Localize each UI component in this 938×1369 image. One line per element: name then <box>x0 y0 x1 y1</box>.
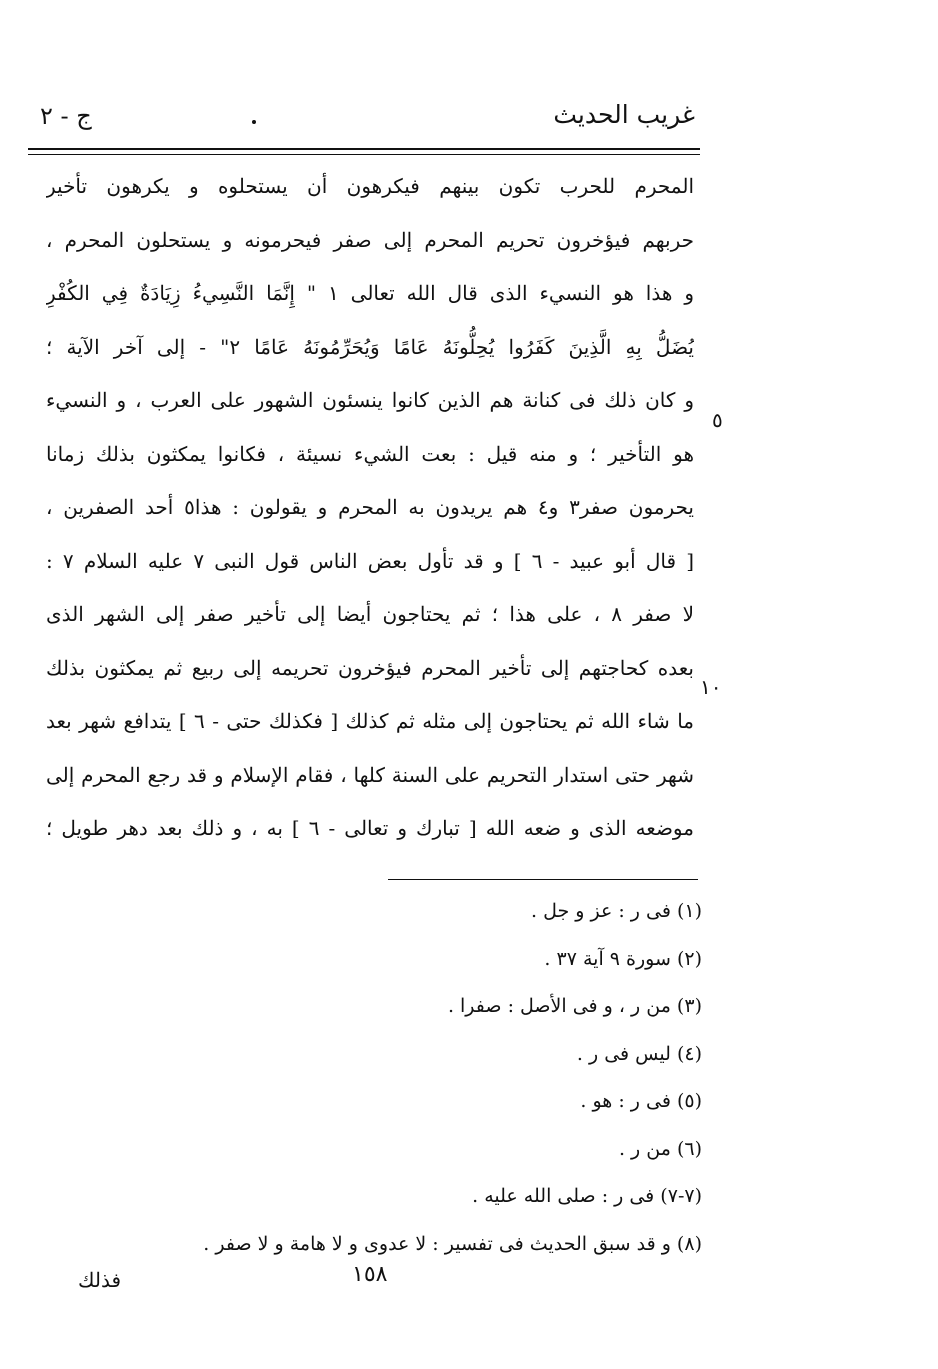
footnote-separator <box>388 879 698 880</box>
text-line: المحرم للحرب تكون بينهم فيكرهون أن يستحلوه و يكرهون تأخير <box>46 174 694 198</box>
footnotes <box>202 888 702 1268</box>
footnote: (٤) ليس فى ر . <box>576 1042 702 1065</box>
footnote: (٥) فى ر : هو . <box>580 1090 702 1112</box>
footnote: (٨) و قد سبق الحديث فى تفسير : لا عدوى و لا هامة و لا صفر . <box>203 1232 702 1255</box>
text-line: شهر حتى استدار التحريم على السنة كلها ، فقام الإسلام و قد رجع المحرم إلى <box>46 762 694 787</box>
footnote: (٢) سورة ٩ آية ٣٧ . <box>544 947 702 970</box>
running-header <box>30 100 695 140</box>
header-volume: ج - ٢ <box>40 102 92 130</box>
footnote: (٦) من ر . <box>618 1137 702 1160</box>
footnote: (٧-٧) فى ر : صلى الله عليه . <box>472 1185 702 1207</box>
header-rule-top <box>28 148 700 150</box>
line-number-10: ١٠ <box>700 675 722 699</box>
header-title: غريب الحديث <box>553 100 695 129</box>
page-number: ١٥٨ <box>352 1262 388 1287</box>
line-number-5: ٥ <box>712 408 723 432</box>
text-line: ما شاء الله ثم يحتاجون إلى مثله ثم كذلك [ فكذلك حتى - ٦ ] يتدافع شهر بعد <box>46 709 694 733</box>
footnote: (١) فى ر : عز و جل . <box>531 900 702 922</box>
text-line: [ قال أبو عبيد - ٦ ] و قد تأول بعض الناس قول النبى ٧ عليه السلام ٧ : <box>46 548 694 573</box>
text-line: يُضَلُّ بِهِ الَّذِينَ كَفَرُوا يُحِلُّونَهُ عَامًا وَيُحَرِّمُونَهُ عَامًا ٢" - إلى آخر الآية ؛ <box>46 334 694 359</box>
text-line: و هذا هو النسيء الذى قال الله تعالى ١ " إِنَّمَا النَّسِيءُ زِيَادَةٌ فِي الكُفْرِ <box>46 281 694 305</box>
text-line: لا صفر ٨ ، على هذا ؛ ثم يحتاجون أيضا إلى تأخير صفر إلى الشهر الذى <box>46 602 694 626</box>
main-text <box>46 160 694 856</box>
header-ornament-dot <box>252 120 256 124</box>
footnote: (٣) من ر ، و فى الأصل : صفرا . <box>447 995 702 1017</box>
text-line: يحرمون صفر٣ و٤ هم يريدون به المحرم و يقولون : هذا٥ أحد الصفرين ، <box>46 495 694 519</box>
catchword: فذلك <box>78 1268 122 1292</box>
text-line: و كان ذلك فى كنانة هم الذين كانوا ينسئون الشهور على العرب ، و النسيء <box>46 388 694 412</box>
text-line: حربهم فيؤخرون تحريم المحرم إلى صفر فيحرمونه و يستحلون المحرم ، <box>46 227 694 252</box>
text-line: موضعه الذى و ضعه الله [ تبارك و تعالى - ٦ ] به ، و ذلك بعد دهر طويل ؛ <box>46 816 694 840</box>
text-line: بعده كحاجتهم إلى تأخير المحرم فيؤخرون تحريمه إلى ربيع ثم يمكثون بذلك <box>46 655 694 680</box>
header-rule-bottom <box>28 154 700 155</box>
text-line: هو التأخير ؛ و منه قيل : بعت الشيء نسيئة ، فكانوا يمكثون بذلك زمانا <box>46 441 694 466</box>
